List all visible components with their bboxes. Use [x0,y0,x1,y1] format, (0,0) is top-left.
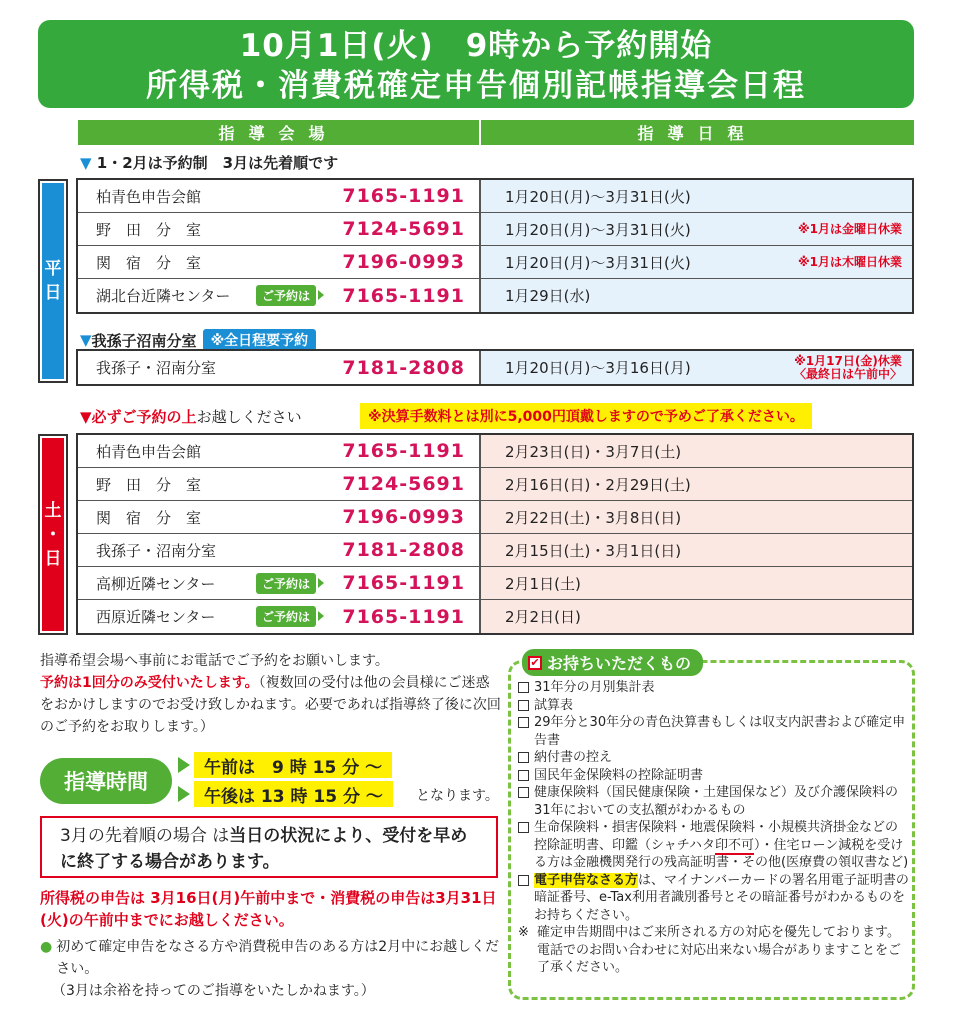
venue-name: 西原近隣センター [96,608,216,626]
abiko-table [76,349,914,386]
item-text: 国民年金保険料の控除証明書 [534,767,704,783]
item-text: 31年分の月別集計表 [534,680,655,695]
warning-box [40,816,498,878]
checkbox-icon [518,682,529,693]
item-text: 29年分と30年分の青色決算書もしくは収支内訳書および確定申告書 [534,715,906,748]
reservation-badge: ご予約は [256,285,316,306]
phone-number: 7165-1191 [342,440,465,462]
item-text: ）・住宅ローン減税を受ける方は金融機関発行の残高証明書・その他(医療費の領収書など) [534,837,909,870]
table-row [78,501,912,534]
schedule-date: 1月20日(月)～3月31日(火) [505,220,691,239]
info-line: 指導希望会場へ事前にお電話でご予約をお願いします。 [40,653,389,669]
item-text: は、マイナンバーカードの署名用電子証明書の暗証番号、e-Tax利用者識別番号とその暗証番号がわかるものをお持ちください。 [534,872,909,923]
schedule-date: 2月2日(日) [505,608,581,626]
deadline: 所得税の申告は 3月16日(月)午前中まで・消費税の申告は3月31日(火)の午前中までにお越しください。 [40,889,497,929]
list-item [518,784,910,819]
abiko-note-text: 我孫子沼南分室 [91,331,197,350]
item-underline: 印不可 [714,837,754,853]
weekend-note [80,406,302,427]
checkbox-icon [518,717,529,728]
side-char: 日 [44,283,62,303]
schedule-date: 1月20日(月)～3月16日(月) [505,359,691,377]
phone-number: 7196-0993 [342,506,465,528]
weekday-side-label [40,181,66,381]
triangle-icon: ▼ [80,408,92,426]
venue-name: 高柳近隣センター [96,574,216,593]
reservation-badge: ご予約は [256,606,316,627]
weekday-note-text: 1・2月は予約制 3月は先着順です [96,154,339,172]
table-row [78,567,912,600]
remark-line: ※1月17日(金)休業 [794,353,902,368]
phone-number: 7181-2808 [342,539,465,561]
schedule-date: 1月29日(水) [505,287,591,305]
schedule-date: 2月16日(日)・2月29日(土) [505,475,691,494]
abiko-note [80,329,316,351]
checkbox-icon [518,787,529,798]
pm-time [178,781,393,807]
phone-number: 7165-1191 [342,284,465,307]
venue-name: 柏青色申告会館 [96,442,202,461]
warning-b: 当日の状況により、受付を早めに終了する場合があります。 [60,826,468,872]
list-item [518,679,910,697]
reservation-badge: ご予約は [256,573,316,594]
weekday-note [80,152,338,173]
table-row [78,246,912,279]
items-list [518,679,910,977]
checkbox-icon [518,700,529,711]
list-item [518,767,910,785]
items-title [522,649,703,676]
check-icon: ✔ [528,656,542,670]
side-char: 日 [44,548,62,569]
fee-notice: ※決算手数料とは別に5,000円頂戴しますので予めご了承ください。 [360,403,812,429]
side-char: ・ [44,524,62,545]
list-item [518,714,910,749]
checkbox-icon [518,875,529,886]
title-banner [38,20,914,108]
triangle-icon: ▼ [80,154,92,172]
schedule-date: 2月22日(土)・3月8日(日) [505,508,682,527]
remark: ※1月は木曜日休業 [797,254,902,269]
info-text [40,650,502,738]
phone-number: 7196-0993 [342,251,465,273]
list-item [518,749,910,767]
schedule-date: 2月15日(土)・3月1日(日) [505,541,682,560]
am-time-text: 午前は 9 時 15 分 ～ [194,752,392,778]
bullet-note: （3月は余裕を持ってのご指導をいたしかねます。） [52,983,375,999]
table-header [78,120,914,145]
phone-number: 7165-1191 [342,605,465,628]
bullet-text: 初めて確定申告をなさる方や消費税申告のある方は2月中にお越しください。 [56,939,500,977]
venue-name: 我孫子・沼南分室 [96,359,217,377]
venue-name: 関 宿 分 室 [96,508,202,527]
note-mark: ※ [518,925,529,940]
remark: ※1月は金曜日休業 [797,221,902,236]
table-row [78,600,912,633]
list-item [518,697,910,715]
pm-time-text: 午後は 13 時 15 分 ～ [194,781,393,807]
narimasu: となります。 [416,788,499,804]
header-venue: 指導会場 [78,120,481,145]
side-char: 平 [44,259,62,279]
table-row [78,180,912,213]
list-item [518,872,910,925]
item-text: 試算表 [534,697,574,713]
weekend-note-red: 必ずご予約の上 [91,408,197,426]
weekend-side-label [40,436,66,633]
item-text: 健康保険料（国民健康保険・土建国保など）及び介護保険料の31年においての支払額がわかるもの [534,785,899,818]
list-item [518,819,910,872]
schedule-date: 1月20日(月)～3月31日(火) [505,187,691,206]
weekend-note-text: お越しください [196,408,302,426]
title-line2: 所得税・消費税確定申告個別記帳指導会日程 [146,68,806,104]
checkbox-icon [518,770,529,781]
title-line1: 10月1日(火) 9時から予約開始 [239,28,713,64]
weekend-table [76,433,914,635]
schedule-date: 2月1日(土) [505,574,581,593]
venue-name: 柏青色申告会館 [96,187,202,206]
remark-line: 〈最終日は午前中〉 [793,366,902,381]
item-text: 確定申告期間中はご来所される方の対応を優先しております。電話でのお問い合わせに対応出来ない場合がありますことをご了承ください。 [537,925,902,975]
table-row [78,279,912,312]
reservation-required-chip: ※全日程要予約 [203,329,317,351]
remark [794,355,902,381]
item-text: 納付書の控え [534,750,613,765]
info-red: 予約は1回分のみ受付いたします。 [40,675,259,691]
checkbox-icon [518,752,529,763]
table-row [78,534,912,567]
header-schedule: 指導日程 [637,124,758,143]
guidance-time-label: 指導時間 [40,758,172,804]
venue-name: 野 田 分 室 [96,475,202,494]
phone-number: 7181-2808 [342,356,465,379]
venue-name: 湖北台近隣センター [96,287,231,305]
arrow-icon [178,786,190,802]
checkbox-icon [518,822,529,833]
list-item [518,924,910,977]
side-char: 土 [44,500,62,521]
item-text: 生命保険料・損害保険料・地震保険料・小規模共済掛金などの控除証明書、印鑑（シャチハタ [534,820,899,853]
bullet-item [40,936,502,980]
am-time [178,752,392,778]
phone-number: 7124-5691 [342,473,465,495]
table-row [78,435,912,468]
table-row [78,213,912,246]
schedule-date: 1月20日(月)～3月31日(火) [505,253,691,272]
schedule-date: 2月23日(日)・3月7日(土) [505,442,682,461]
triangle-icon: ▼ [80,331,92,349]
warning-a: 3月の先着順の場合 は [60,826,230,846]
table-row [78,351,912,384]
venue-name: 関 宿 分 室 [96,253,202,272]
arrow-icon [178,757,190,773]
items-title-text: お持ちいただくもの [547,654,692,673]
phone-number: 7124-5691 [342,218,465,240]
bullet-icon: ● [40,939,53,955]
phone-number: 7165-1191 [342,572,465,594]
info-rest: （複数回の受付は他の会員様にご迷惑をおかけしますのでお受け致しかねます。必要であれば指導終了後に次回のご予約をお取りします。） [40,675,501,735]
venue-name: 我孫子・沼南分室 [96,541,217,560]
item-highlight: 電子申告なさる方 [534,872,639,888]
venue-name: 野 田 分 室 [96,220,202,239]
weekday-table [76,178,914,314]
phone-number: 7165-1191 [342,185,465,207]
table-row [78,468,912,501]
